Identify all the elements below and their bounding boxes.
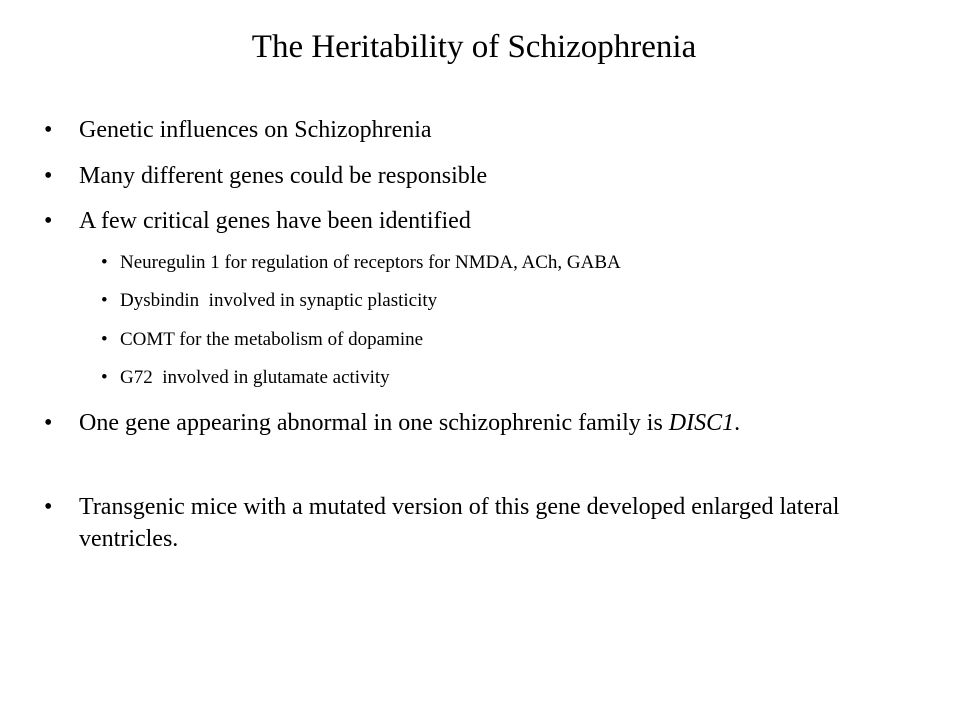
bullet-text: Transgenic mice with a mutated version of this gene developed enlarged lateral ventricles.: [79, 494, 840, 552]
sub-bullet-item: [101, 288, 921, 314]
bullet-dot-icon: •: [44, 117, 53, 143]
bullet-text: [79, 407, 924, 439]
bullet-text: Genetic influences on Schizophrenia: [79, 117, 432, 143]
slide-title: The Heritability of Schizophrenia: [251, 29, 697, 65]
sub-bullet-item: [101, 365, 921, 391]
sub-bullet-text: Dysbindin involved in synaptic plasticity: [120, 290, 438, 311]
bullet-text: Many different genes could be responsible: [79, 163, 488, 189]
bullet-item: [44, 114, 924, 146]
bullet-item: [44, 407, 924, 439]
bullet-dot-icon: •: [101, 290, 108, 311]
bullet-text-part: One gene appearing abnormal in one schizophrenic family is: [79, 410, 669, 436]
sub-bullet-item: [101, 250, 921, 276]
bullet-dot-icon: •: [101, 329, 108, 350]
bullet-dot-icon: •: [44, 410, 53, 436]
bullet-dot-icon: •: [44, 494, 53, 520]
sub-bullet-text: COMT for the metabolism of dopamine: [120, 329, 424, 350]
bullet-text-part: .: [734, 410, 741, 436]
gene-name-italic: DISC1: [668, 410, 735, 436]
sub-bullet-item: [101, 327, 921, 353]
bullet-dot-icon: •: [44, 208, 53, 234]
bullet-dot-icon: •: [44, 163, 53, 189]
bullet-item: [44, 160, 924, 192]
bullet-dot-icon: •: [101, 252, 108, 273]
sub-bullet-text: G72 involved in glutamate activity: [120, 367, 390, 388]
bullet-item: [44, 205, 924, 237]
sub-bullet-text: Neuregulin 1 for regulation of receptors for NMDA, ACh, GABA: [120, 252, 621, 273]
bullet-item: [44, 491, 924, 555]
bullet-dot-icon: •: [101, 367, 108, 388]
bullet-text: A few critical genes have been identified: [79, 208, 471, 234]
